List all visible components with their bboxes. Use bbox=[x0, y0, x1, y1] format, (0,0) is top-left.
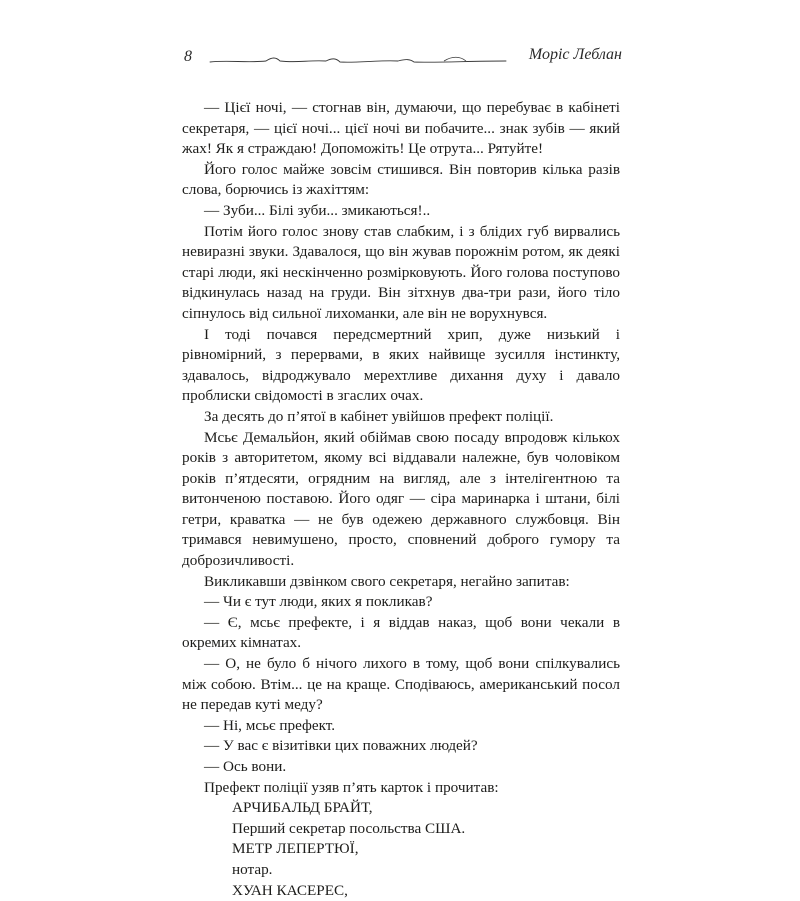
paragraph: — О, не було б нічого лихого в тому, щоб вони спілкувались між собою. Втім... це на краще. Сподіваюсь, американський посол не передав куті меду? bbox=[182, 655, 620, 714]
paragraph: За десять до п’ятої в кабінет увійшов префект поліції. bbox=[204, 407, 554, 425]
card-line: ХУАН КАСЕРЕС, bbox=[232, 881, 348, 899]
paragraph: — Цієї ночі, — стогнав він, думаючи, що перебуває в кабінеті секретаря, — цієї ночі... цієї ночі ви побачите... знак зубів — який жах! Як я страждаю! Допоможіть! Це отрута... Рятуйте! bbox=[182, 99, 620, 158]
paragraph: І тоді почався передсмертний хрип, дуже низький і рівномірний, з перервами, в яких найвище зусилля інстинкту, здавалось, відроджувало мерехтливе дихання духу і давало проблиски свідомості в згаслих очах. bbox=[182, 325, 620, 405]
paragraph: Потім його голос знову став слабким, і з блідих губ вирвались невиразні звуки. Здавалося, що він жував порожнім ротом, як деякі старі люди, які нескінченно розмірковують. Його голова поступово відкинулась назад на груди. Він зітхнув два-три рази, його тіло сіпнулось від сильної лихоманки, але він не ворухнувся. bbox=[182, 222, 620, 322]
paragraph: Префект поліції узяв п’ять карток і прочитав: bbox=[204, 778, 499, 796]
paragraph: — Зуби... Білі зуби... змикаються!.. bbox=[204, 201, 431, 219]
card-line: Перший секретар посольства США. bbox=[232, 819, 466, 837]
paragraph: — Є, мсьє префекте, і я віддав наказ, щоб вони чекали в окремих кімнатах. bbox=[182, 613, 620, 652]
paragraph: — Ось вони. bbox=[204, 758, 287, 775]
card-line: нотар. bbox=[232, 860, 273, 878]
paragraph: Його голос майже зовсім стишився. Він повторив кілька разів слова, борючись із жахіттям: bbox=[182, 160, 620, 199]
paragraph: — Чи є тут люди, яких я покликав? bbox=[204, 593, 433, 611]
card-line: АРЧИБАЛЬД БРАЙТ, bbox=[232, 799, 373, 817]
card-line: МЕТР ЛЕПЕРТЮЇ, bbox=[232, 840, 359, 858]
header-ornament bbox=[208, 48, 508, 68]
body-text bbox=[182, 98, 620, 901]
running-header-author: Моріс Леблан bbox=[528, 46, 622, 63]
paragraph: — У вас є візитівки цих поважних людей? bbox=[204, 737, 478, 755]
paragraph: Мсьє Демальйон, який обіймав свою посаду впродовж кількох років з авторитетом, якому всі віддавали належне, був чоловіком років п’ятдесяти, огрядним на вигляд, але з інтелігентною та витонченою поставою. Його одяг — сіра маринарка і штани, білі гетри, краватка — не був одежею державного службовця. Він тримався невимушено, просто, сповнений доброго гумору та доброзичливості. bbox=[182, 428, 620, 570]
paragraph: — Ні, мсьє префект. bbox=[204, 716, 336, 734]
paragraph: Викликавши дзвінком свого секретаря, негайно запитав: bbox=[204, 572, 570, 590]
page-number: 8 bbox=[184, 48, 192, 65]
running-header bbox=[172, 42, 628, 72]
